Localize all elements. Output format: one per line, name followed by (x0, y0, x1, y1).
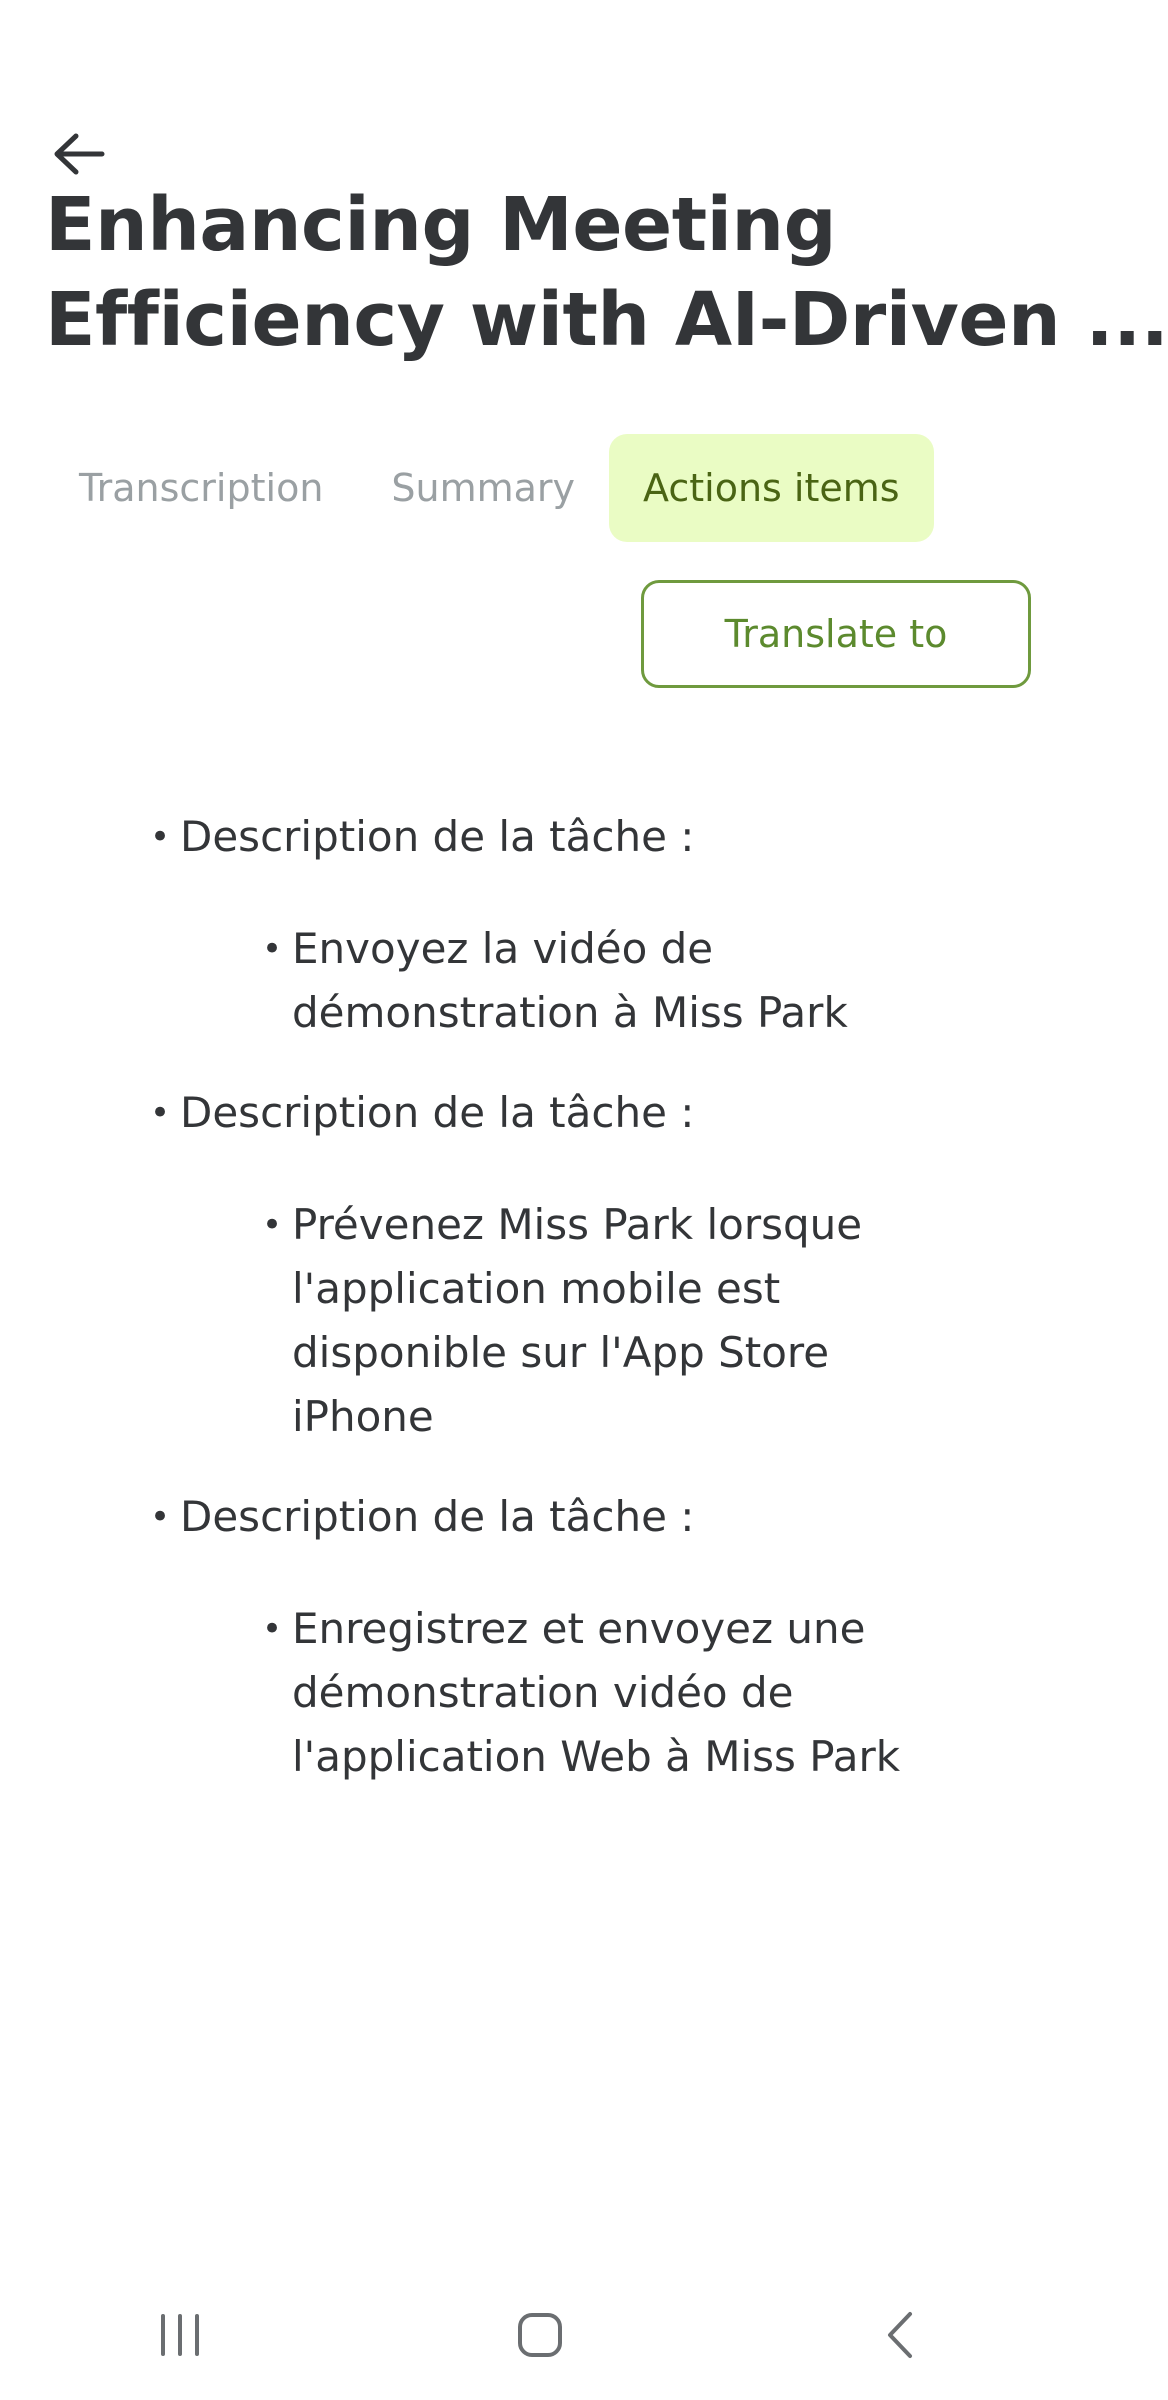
nav-back-button[interactable] (840, 2290, 960, 2380)
action-item-details (262, 1193, 980, 1449)
action-item-detail: Enregistrez et envoyez une démonstration vidéo de l'application Web à Miss Park (292, 1604, 901, 1781)
bullet: • (150, 1093, 171, 1133)
page-title-line-2: Efficiency with AI-Driven ... (45, 277, 1168, 363)
bullet: • (150, 817, 171, 857)
action-item-label: Description de la tâche : (180, 1088, 695, 1137)
page-title (45, 178, 1168, 368)
page-title-line-1: Enhancing Meeting (45, 182, 837, 268)
action-item (150, 1081, 980, 1449)
tab-actions-items[interactable]: Actions items (609, 434, 934, 542)
tab-summary[interactable]: Summary (391, 466, 576, 510)
action-item-detail: Prévenez Miss Park lorsque l'application mobile est disponible sur l'App Store iPhone (292, 1200, 863, 1441)
action-item-label: Description de la tâche : (180, 1492, 695, 1541)
action-item-detail: Envoyez la vidéo de démonstration à Miss Park (292, 924, 848, 1037)
bullet: • (262, 929, 283, 969)
action-item (150, 805, 980, 1045)
translate-to-button[interactable]: Translate to (641, 580, 1031, 688)
recent-apps-icon (155, 2312, 205, 2358)
action-item-details (262, 917, 980, 1045)
action-item-label: Description de la tâche : (180, 812, 695, 861)
action-item-details (262, 1597, 980, 1789)
home-button[interactable] (480, 2290, 600, 2380)
bullet: • (150, 1497, 171, 1537)
bullet: • (262, 1609, 283, 1649)
recent-apps-button[interactable] (120, 2290, 240, 2380)
arrow-left-icon (52, 132, 104, 176)
bullet: • (262, 1205, 283, 1245)
action-items-list (150, 805, 980, 1825)
back-chevron-icon (882, 2310, 918, 2360)
home-icon (515, 2310, 565, 2360)
tab-bar (45, 433, 934, 543)
tab-transcription[interactable]: Transcription (79, 466, 324, 510)
action-item (150, 1485, 980, 1789)
system-nav-bar (0, 2270, 1080, 2400)
